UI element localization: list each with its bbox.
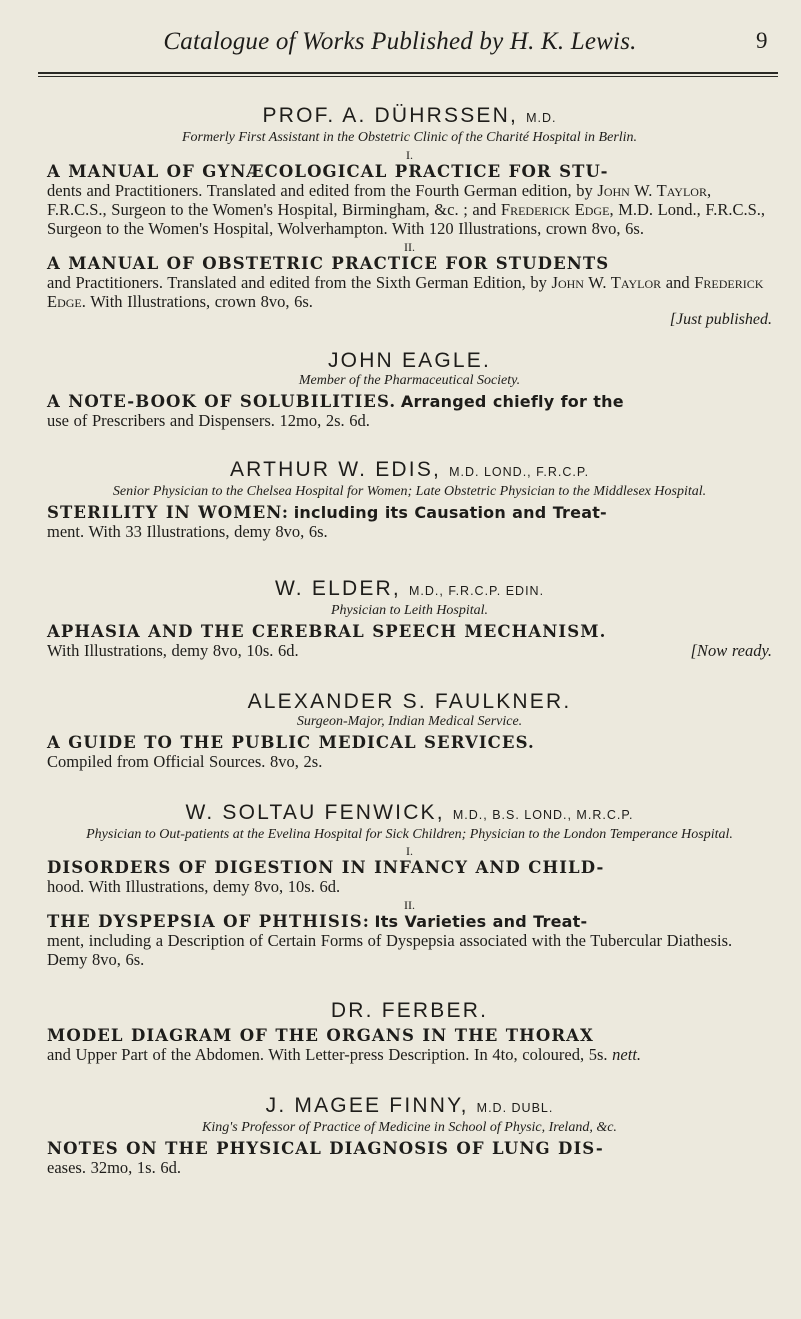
- author-degrees: M.D., B.S. LOND., M.R.C.P.: [452, 808, 634, 822]
- author-name: [47, 458, 772, 484]
- page-number: 9: [756, 28, 768, 53]
- work-numeral: I.: [406, 148, 413, 162]
- work-listing: [47, 1139, 772, 1177]
- work-description: Compiled from Official Sources. 8vo, 2s.: [47, 752, 323, 771]
- work-subtitle: Its Varieties and Treat-: [374, 912, 588, 931]
- author-affiliation: Physician to Out-patients at the Evelina Hospital for Sick Children; Physician to the London Temperance Hospital.: [86, 827, 733, 842]
- author-name: [47, 1094, 772, 1120]
- author-degrees: M.D. LOND., F.R.C.P.: [449, 465, 590, 479]
- work-listing: [47, 503, 772, 541]
- work-subtitle: including its Causation and Treat-: [293, 503, 607, 522]
- work-description: and Upper Part of the Abdomen. With Letter-press Description. In 4to, coloured, 5s.: [47, 1045, 613, 1064]
- author-affiliation: Senior Physician to the Chelsea Hospital for Women; Late Obstetric Physician to the Middlesex Hospital.: [112, 484, 707, 499]
- header-rule-thin: [38, 76, 778, 77]
- author-text: PROF. A. DÜHRSSEN,: [262, 104, 519, 127]
- author-affiliation: Surgeon-Major, Indian Medical Service.: [296, 714, 523, 729]
- entry-duhrssen: [47, 104, 772, 329]
- work-title: NOTES ON THE PHYSICAL DIAGNOSIS OF LUNG DIS-: [47, 1139, 604, 1158]
- author-degrees: M.D. DUBL.: [476, 1101, 554, 1115]
- author-text: J. MAGEE FINNY,: [265, 1094, 469, 1117]
- work-description-italic: nett.: [612, 1045, 642, 1064]
- entry-edis: [47, 458, 772, 541]
- work-listing: [47, 858, 772, 896]
- work-description: ment. With 33 Illustrations, demy 8vo, 6s.: [47, 522, 328, 541]
- entry-eagle: [47, 349, 772, 430]
- work-description: hood. With Illustrations, demy 8vo, 10s. 6d.: [47, 877, 341, 896]
- catalogue-entries: [47, 84, 772, 1177]
- author-affiliation: King's Professor of Practice of Medicine in School of Physic, Ireland, &c.: [202, 1120, 617, 1135]
- author-affiliation: Member of the Pharmaceutical Society.: [298, 373, 521, 388]
- work-title: DISORDERS OF DIGESTION IN INFANCY AND CHILD-: [47, 858, 605, 877]
- work-title: A MANUAL OF OBSTETRIC PRACTICE FOR STUDENTS: [47, 254, 610, 273]
- work-listing: [47, 1026, 772, 1064]
- work-numeral: II.: [404, 898, 415, 912]
- author-name: [47, 104, 772, 130]
- author-text: W. SOLTAU FENWICK,: [185, 801, 445, 824]
- work-listing: [47, 912, 772, 969]
- author-name: JOHN EAGLE.: [327, 349, 492, 372]
- publication-status: [Just published.: [669, 311, 772, 328]
- work-title: A NOTE-BOOK OF SOLUBILITIES.: [47, 392, 397, 411]
- author-name: ALEXANDER S. FAULKNER.: [247, 690, 572, 713]
- author-degrees: M.D., F.R.C.P. EDIN.: [408, 584, 545, 598]
- work-title: A MANUAL OF GYNÆCOLOGICAL PRACTICE FOR STU-: [47, 162, 609, 181]
- entry-elder: [47, 577, 772, 660]
- work-title: APHASIA AND THE CEREBRAL SPEECH MECHANISM.: [47, 622, 607, 641]
- entry-fenwick: [47, 801, 772, 969]
- author-name: [47, 577, 772, 603]
- work-description: With Illustrations, demy 8vo, 10s. 6d.: [47, 641, 299, 660]
- author-degrees: M.D.: [526, 111, 557, 125]
- author-text: W. ELDER,: [274, 577, 401, 600]
- author-affiliation: Physician to Leith Hospital.: [330, 603, 489, 618]
- work-listing: [47, 733, 772, 771]
- work-description: and Practitioners. Translated and edited from the Sixth German Edition, by: [47, 273, 552, 292]
- work-listing: [47, 254, 772, 311]
- work-numeral: II.: [404, 240, 415, 254]
- entry-finny: [47, 1094, 772, 1177]
- work-listing: [47, 162, 772, 238]
- work-description: ment, including a Description of Certain Forms of Dyspepsia associated with the Tubercular Diathesis. Demy 8vo, 6s.: [47, 931, 733, 969]
- work-description: , M.D. Lond., F.R.C.S., Surgeon to the Women's Hospital, Wolverhampton. With 120 Illustrations, crown 8vo, 6s.: [47, 200, 766, 238]
- work-description: dents and Practitioners. Translated and edited from the Fourth German edition, by: [47, 181, 598, 200]
- work-description: . With Illustrations, crown 8vo, 6s.: [81, 292, 313, 311]
- contributor-name: Frederick Edge: [500, 200, 610, 219]
- author-name: [47, 801, 772, 827]
- contributor-name: John W. Taylor: [597, 181, 707, 200]
- work-description: and: [661, 273, 695, 292]
- work-description: , F.R.C.S., Surgeon to the Women's Hospital, Birmingham, &c. ; and: [47, 181, 712, 219]
- work-description: eases. 32mo, 1s. 6d.: [47, 1158, 181, 1177]
- work-listing: [47, 392, 772, 430]
- header-rule: [38, 72, 778, 74]
- running-title: Catalogue of Works Published by H. K. Lewis.: [163, 28, 637, 55]
- work-description: use of Prescribers and Dispensers. 12mo, 2s. 6d.: [47, 411, 370, 430]
- contributor-name: John W. Taylor: [551, 273, 662, 292]
- work-listing: [47, 622, 772, 660]
- work-title: STERILITY IN WOMEN:: [47, 503, 290, 522]
- running-head: [0, 28, 801, 68]
- entry-ferber: [47, 999, 772, 1064]
- work-numeral: I.: [406, 844, 413, 858]
- work-subtitle: Arranged chiefly for the: [400, 392, 624, 411]
- contributor-name: Frederick Edge: [47, 273, 764, 311]
- work-title: THE DYSPEPSIA OF PHTHISIS:: [47, 912, 370, 931]
- work-title: A GUIDE TO THE PUBLIC MEDICAL SERVICES.: [47, 733, 535, 752]
- entry-faulkner: [47, 690, 772, 771]
- author-text: ARTHUR W. EDIS,: [229, 458, 442, 481]
- author-affiliation: Formerly First Assistant in the Obstetric Clinic of the Charité Hospital in Berlin.: [181, 130, 638, 145]
- work-title: MODEL DIAGRAM OF THE ORGANS IN THE THORAX: [47, 1026, 594, 1045]
- publication-status: [Now ready.: [690, 641, 772, 660]
- author-name: DR. FERBER.: [330, 999, 489, 1022]
